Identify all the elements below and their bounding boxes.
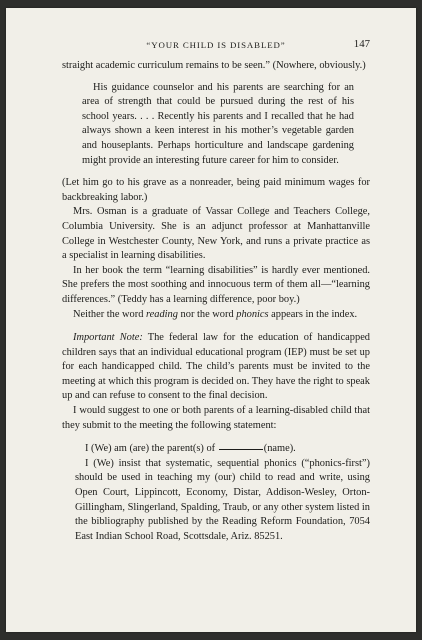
page-number: 147 [353,38,370,50]
important-note-text: The federal law for the education of handicapped children says that an individual educational program (IEP) must be set up for each handicapped child. The child’s parents must be invited to the meeting at which this program is decided on. They have the right to speak up and can refuse to consent to the final decision. [62,332,370,402]
paragraph-aside: (Let him go to his grave as a nonreader, being paid minimum wages for backbreaking labor.) [62,177,370,203]
index-note-text-1: Neither the word [73,308,146,320]
running-head: “YOUR CHILD IS DISABLED” [146,40,286,50]
index-note-text-2: nor the word [177,308,237,320]
emphasis-phonics: phonics [236,308,269,320]
paragraph-suggestion: I would suggest to one or both parents of a learning-disabled child that they submit to the meeting the following statement: [62,405,370,431]
paragraph-important-note [62,331,370,404]
paragraph-continuation: straight academic curriculum remains to be seen.” (Nowhere, obviously.) [62,60,366,71]
paragraph-index-note [62,308,370,323]
book-page [6,8,416,632]
paragraph-book-terms: In her book the term “learning disabilities” is hardly ever mentioned. She prefers the most soothing and innocuous term of them all—“learning differences.” (Teddy has a learning difference, poor boy.) [62,264,370,305]
block-quote [82,81,354,169]
statement-line-1 [75,442,370,457]
index-note-text-3: appears in the index. [268,308,358,320]
statement-line-2: I (We) insist that systematic, sequential phonics (“phonics-first”) should be used in teaching my (our) child to read and write, using Open Court, Lippincott, Economy, Distar, Addison-Wesley, Orton-Gillingham, Slingerland, Spalding, Traub, or any other system listed in the bibliography published by the Reading Reform Foundation, 7054 East Indian School Road, Scottsdale, Ariz. 85251. [75,457,370,542]
emphasis-reading: reading [146,308,178,320]
page-content [62,38,370,544]
block-quote-text: His guidance counselor and his parents are searching for an area of strength that could be pursued during the rest of his school years. . . . Recently his parents and I recalled that he had always shown a keen interest in his mother’s vegetable garden and houseplants. Perhaps horticulture and landscape gardening might provide an interesting future career for him to consider. [82,81,354,166]
important-note-lead: Important Note: [73,332,143,344]
paragraph-author-bio: Mrs. Osman is a graduate of Vassar College and Teachers College, Columbia University. She is an adjunct professor at Manhattanville College in Westchester County, New York, and runs a private practice as a specialist in learning disabilities. [62,206,370,262]
statement-1-text: I (We) am (are) the parent(s) of [85,443,218,455]
statement-1-end: (name). [263,443,296,455]
name-blank-line [219,448,263,450]
page-header [62,38,370,56]
